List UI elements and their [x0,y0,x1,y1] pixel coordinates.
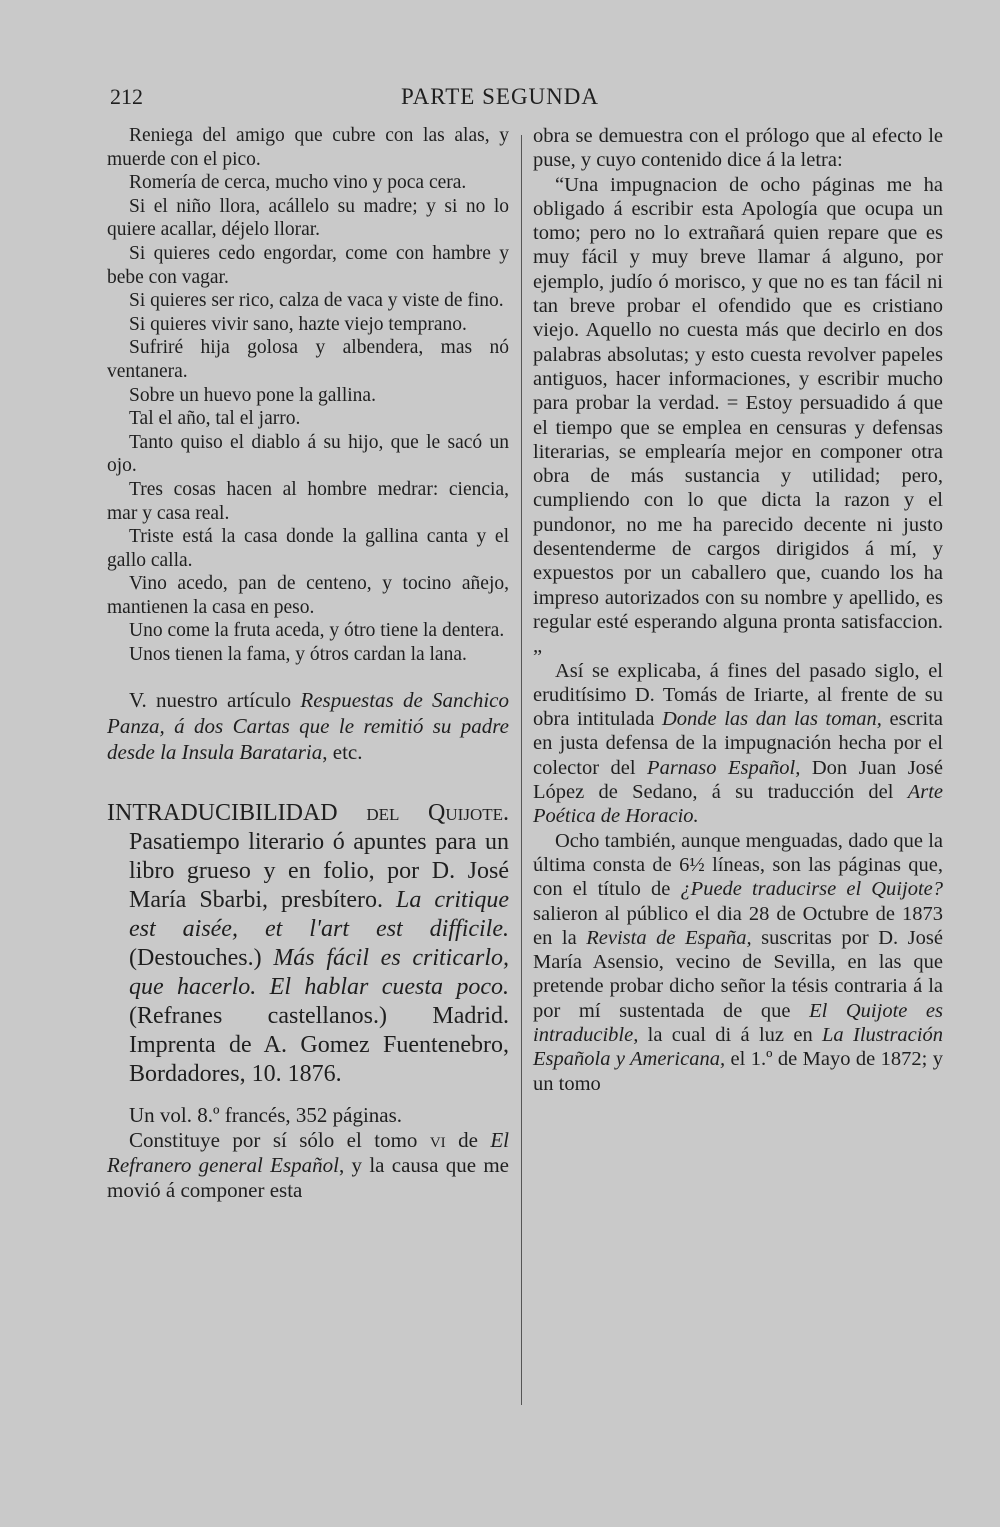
body-paragraph [107,1128,509,1203]
proverb-list [107,124,509,667]
work-title: El Quijote es intraducible, [533,999,943,1046]
note-lead: V. nuestro artículo [129,687,301,712]
work-title: Arte Poética de Horacio. [533,781,943,828]
column-divider [521,135,522,1405]
page-number: 212 [110,84,143,109]
reference-note [107,687,509,765]
body-text: Don Juan José López de Sedano, á su traducción del [533,756,943,804]
note-title: Respuestas de Sanchico Panza, á dos Cartas que le remitió su padre desde la Insula Barataria [107,687,509,764]
proverb: Uno come la fruta aceda, y ótro tiene la dentera. [129,620,505,642]
body-text: Ocho también, aunque menguadas, dado que la última consta de 6½ líneas, son las páginas que, con el título de [533,829,943,901]
body-text: , y la causa que me movió á componer esta [107,1152,509,1202]
proverb: Si quieres ser rico, calza de vaca y viste de fino. [129,290,504,312]
proverb: Tres cosas hacen al hombre medrar: ciencia, mar y casa real. [107,478,509,524]
proverb: Unos tienen la fama, y ótros cardan la lana. [129,644,467,666]
body-paragraph: obra se demuestra con el prólogo que al efecto le puse, y cuyo contenido dice á la letra: [533,125,943,172]
bibliographic-entry [107,799,509,1089]
work-title: ¿Puede traducirse el Quijote? [680,878,943,901]
entry-text: (Refranes castellanos.) Madrid. Imprenta de A. Gomez Fuentenebro, Bordadores, 10. 1876. [129,1002,509,1087]
right-column [533,124,943,1096]
proverb: Si quieres vivir sano, hazte viejo temprano. [129,313,467,335]
entry-text: . Pasatiempo literario ó apuntes para un libro grueso y en folio, por D. José María Sbarbi, presbítero. [129,799,509,913]
book-title: El Refranero general Español [107,1127,509,1177]
entry-quote-french: La critique est aisée, et l'art est difficile. [129,886,509,942]
entry-text: (Destouches.) [129,944,274,971]
work-title: La Ilustración Española y Americana, [533,1023,943,1071]
running-title: PARTE SEGUNDA [401,84,599,109]
proverb: Si el niño llora, acállelo su madre; y si no lo quiere acallar, déjelo llorar. [107,195,509,241]
work-title: Parnaso Español, [647,756,801,779]
proverb: Sobre un huevo pone la gallina. [129,384,376,406]
proverb: Triste está la casa donde la gallina canta y el gallo calla. [107,526,509,571]
roman-numeral: vi [429,1127,446,1152]
body-text: el 1.º de Mayo de 1872; y un tomo [533,1048,944,1095]
quoted-prologue: “Una impugnacion de ocho páginas me ha obligado á escribir esta Apología que ocupa un tomo; pero no lo extrañará quien repare que es muy fácil y muy breve llamar á alguno, por ejemplo, judío ó morisco, y que no es tan fácil ni tan breve probar el ofendido que es cristiano viejo. Aquello no cuesta más que decirlo en dos palabras absolutas; y esto cuesta revolver papeles antiguos, hacer informaciones, y escribir mucho para probar la verdad. = Estoy persuadido á que el tiempo que se emplea en censuras y defensas literarias, se emplearía mejor en componer otra obra de más sustancia y utilidad; pero, cumpliendo con lo que dicta la razon y el pundonor, no me ha parecido decente ni justo desentenderme de cargos dirigidos á mí, y expuestos por un caballero que, cuando los ha impreso autorizados con su nombre y apellido, es regular esté esperando alguna pronta satisfaccion.„ [533,173,943,658]
volume-description: Un vol. 8.º francés, 352 páginas. [129,1102,403,1127]
body-text: Así se explicaba, á fines del pasado siglo, el eruditísimo D. Tomás de Iriarte, al frente de su obra intitulada [533,659,943,731]
left-column [107,124,509,1203]
proverb: Tanto quiso el diablo á su hijo, que le sacó un ojo. [107,431,509,477]
proverb: Romería de cerca, mucho vino y poca cera. [129,172,467,194]
body-text: suscritas por D. José María Asensio, vecino de Sevilla, en las que pretende probar dicho señor la tésis contraria á la por mí sustentada de que [533,926,943,1022]
body-text: salieron al público el dia 28 de Octubre de 1873 en la [533,902,943,949]
proverb: Sufriré hija golosa y albendera, mas nó ventanera. [107,337,509,382]
body-paragraph [533,829,943,1096]
body-paragraph [533,659,943,829]
proverb: Vino acedo, pan de centeno, y tocino añejo, mantienen la casa en peso. [107,573,509,618]
work-title: Revista de España, [586,926,752,949]
note-tail: , etc. [322,739,363,764]
body-text: de [445,1127,491,1152]
body-text: Constituye por sí sólo el tomo [129,1127,430,1152]
entry-quote-spanish: Más fácil es criticarlo, que hacerlo. El hablar cuesta poco. [129,944,509,1000]
proverb: Tal el año, tal el jarro. [129,408,301,430]
work-title: Donde las dan las toman, [662,708,882,731]
proverb: Reniega del amigo que cubre con las alas, y muerde con el pico. [107,125,509,170]
entry-heading: INTRADUCIBILIDAD [107,799,338,826]
proverb: Si quieres cedo engordar, come con hambre y bebe con vagar. [107,242,509,288]
body-text: la cual di á luz en [638,1023,823,1046]
entry-heading-smallcaps: del Quijote [366,799,503,826]
body-text: escrita en justa defensa de la impugnación hecha por el colector del [533,708,943,779]
